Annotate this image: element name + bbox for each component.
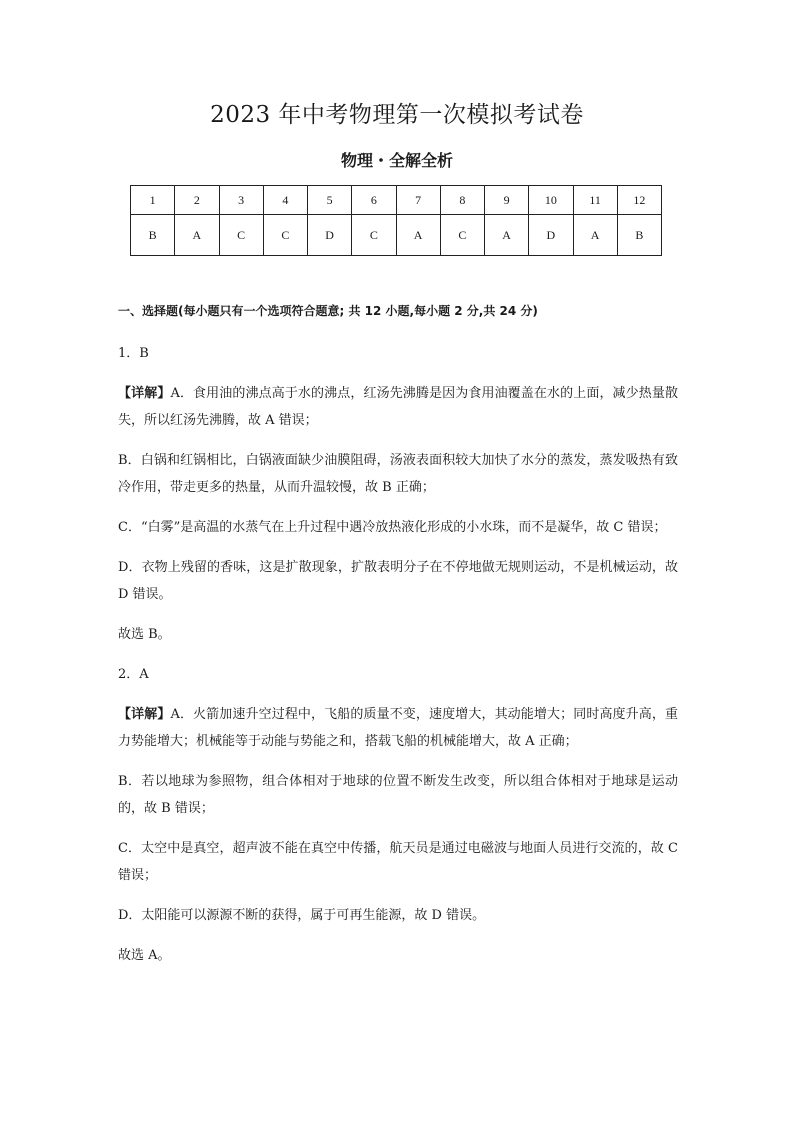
answer-cell: D xyxy=(308,215,352,256)
explanation-option-d: D．太阳能可以源源不断的获得，属于可再生能源，故 D 错误。 xyxy=(118,908,486,923)
answer-cell: A xyxy=(396,215,440,256)
explanation-option-c: C．太空中是真空，超声波不能在真空中传播，航天员是通过电磁波与地面人员进行交流的，故 C 错误； xyxy=(118,841,678,883)
document-subtitle: 物理・全解全析 xyxy=(340,151,453,170)
question-number-cell: 3 xyxy=(219,186,263,215)
question-number-cell: 8 xyxy=(440,186,484,215)
question-number: 1．B xyxy=(118,346,149,361)
question-number-cell: 9 xyxy=(485,186,529,215)
explanation-option-a xyxy=(118,701,678,755)
answer-cell: B xyxy=(131,215,175,256)
explanation-option-b: B．若以地球为参照物，组合体相对于地球的位置不断发生改变，所以组合体相对于地球是运动的，故 B 错误； xyxy=(118,774,678,816)
answer-table-answer-row xyxy=(131,215,662,256)
answer-cell: C xyxy=(219,215,263,256)
detail-tag: 【详解】 xyxy=(118,386,171,401)
question-number-cell: 2 xyxy=(175,186,219,215)
answer-cell: C xyxy=(352,215,396,256)
answer-cell: C xyxy=(263,215,307,256)
explanation-option-b: B．白锅和红锅相比，白锅液面缺少油膜阻碍，汤液表面积较大加快了水分的蒸发，蒸发吸热有致冷作用，带走更多的热量，从而升温较慢，故 B 正确； xyxy=(118,453,678,495)
answer-cell: A xyxy=(485,215,529,256)
answer-cell: D xyxy=(529,215,573,256)
question-number-cell: 1 xyxy=(131,186,175,215)
question-number-cell: 12 xyxy=(617,186,661,215)
answer-cell: A xyxy=(175,215,219,256)
detail-tag: 【详解】 xyxy=(118,707,171,722)
option-a-text: A．食用油的沸点高于水的沸点，红汤先沸腾是因为食用油覆盖在水的上面，减少热量散失，所以红汤先沸腾，故 A 错误； xyxy=(118,386,678,428)
question-number-cell: 10 xyxy=(529,186,573,215)
answer-key-table xyxy=(130,185,662,256)
answer-cell: C xyxy=(440,215,484,256)
conclusion: 故选 B。 xyxy=(118,627,171,642)
explanation-option-a xyxy=(118,380,678,434)
conclusion: 故选 A。 xyxy=(118,948,171,963)
question-number-cell: 5 xyxy=(308,186,352,215)
explanation-option-d: D．衣物上残留的香味，这是扩散现象，扩散表明分子在不停地做无规则运动，不是机械运动，故 D 错误。 xyxy=(118,560,678,602)
answer-table-number-row xyxy=(131,186,662,215)
document-title: 2023 年中考物理第一次模拟考试卷 xyxy=(210,102,584,128)
question-number-cell: 7 xyxy=(396,186,440,215)
answer-cell: B xyxy=(617,215,661,256)
answer-cell: A xyxy=(573,215,617,256)
question-number-cell: 11 xyxy=(573,186,617,215)
explanation-option-c: C．“白雾”是高温的水蒸气在上升过程中遇冷放热液化形成的小水珠，而不是凝华，故 C 错误； xyxy=(118,520,667,535)
option-a-text: A．火箭加速升空过程中，飞船的质量不变，速度增大，其动能增大；同时高度升高，重力势能增大；机械能等于动能与势能之和，搭载飞船的机械能增大，故 A 正确； xyxy=(118,707,678,749)
question-number-cell: 6 xyxy=(352,186,396,215)
question-number: 2．A xyxy=(118,667,149,682)
solutions-body xyxy=(118,340,678,982)
section-heading: 一、选择题(每小题只有一个选项符合题意; 共 12 小题,每小题 2 分,共 24 分) xyxy=(118,304,538,318)
question-number-cell: 4 xyxy=(263,186,307,215)
